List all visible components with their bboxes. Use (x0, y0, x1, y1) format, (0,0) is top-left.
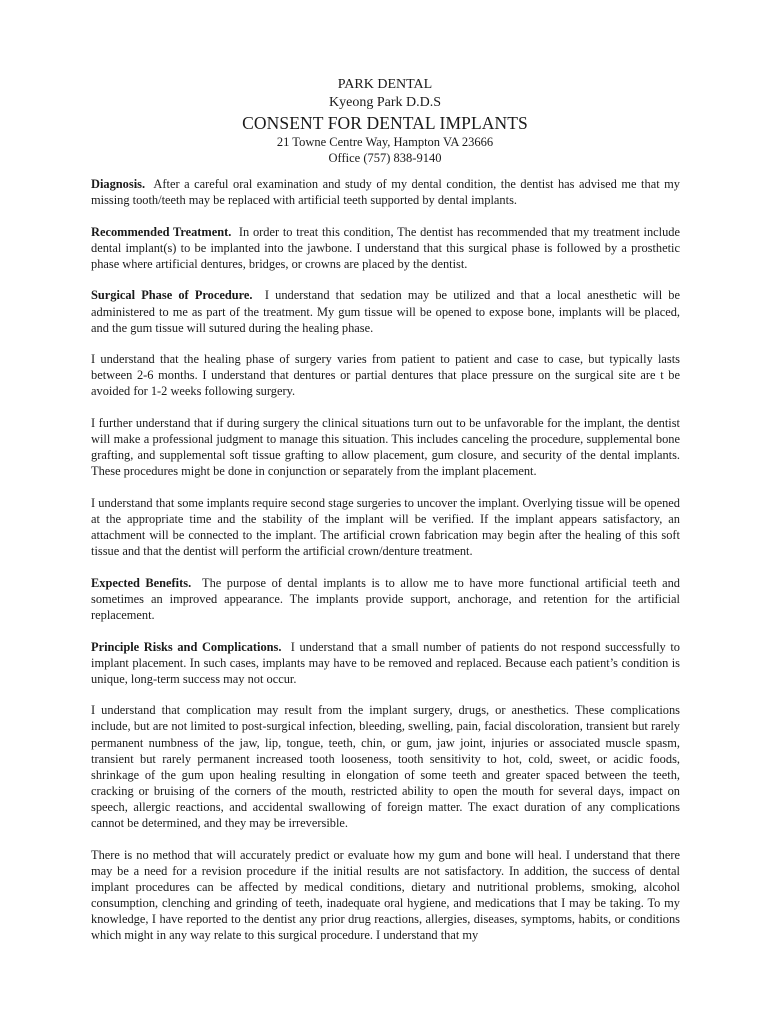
document-body (91, 176, 680, 959)
paragraph-healing-prediction (91, 847, 680, 944)
paragraph-healing-phase (91, 351, 680, 399)
practice-address: 21 Towne Centre Way, Hampton VA 23666 (276, 135, 494, 149)
paragraph-text: I understand that a small number of patients do not respond successfully to implant placement. In such cases, implants may have to be removed and replaced. Because each patient’s condition is unique, long-term success may not occur. (91, 639, 680, 686)
paragraph-heading: Recommended Treatment. (91, 224, 232, 239)
paragraph-text: After a careful oral examination and study of my dental condition, the dentist has advised me that my missing tooth/teeth may be replaced with artificial teeth supported by dental implants. (91, 177, 680, 208)
paragraph-text: I understand that the healing phase of surgery varies from patient to patient and case to case, but typically lasts between 2-6 months. I understand that dentures or partial dentures that place pressure on the surgical site are t be avoided for 1-2 weeks following surgery. (91, 352, 680, 399)
paragraph-second-stage-surgery (91, 495, 680, 559)
paragraph-diagnosis (91, 176, 680, 208)
paragraph-unfavorable-situations (91, 415, 680, 479)
paragraph-text: In order to treat this condition, The dentist has recommended that my treatment include dental implant(s) to be implanted into the jawbone. I understand that this surgical phase is followed by a prosthetic phase where artificial dentures, bridges, or crowns are placed by the dentist. (91, 224, 680, 271)
paragraph-complication-list (91, 702, 680, 831)
paragraph-risks-complications (91, 639, 680, 687)
document-title: CONSENT FOR DENTAL IMPLANTS (242, 113, 528, 133)
paragraph-text: I understand that sedation may be utilized and that a local anesthetic will be administered to me as part of the treatment. My gum tissue will be opened to expose bone, implants will be placed, and the gum tissue will sutured during the healing phase. (91, 288, 681, 335)
paragraph-heading: Principle Risks and Complications. (91, 639, 282, 654)
doctor-name: Kyeong Park D.D.S (329, 95, 441, 110)
paragraph-text: There is no method that will accurately predict or evaluate how my gum and bone will heal. I understand that there may be a need for a revision procedure if the initial results are not satisfactory. In addition, the success of dental implant procedures can be affected by medical conditions, dietary and nutritional problems, smoking, alcohol consumption, clenching and grinding of teeth, inadequate oral hygiene, and medications that I may be taking. To my knowledge, I have reported to the dentist any prior drug reactions, allergies, diseases, symptoms, habits, or conditions which might in any way relate to this surgical procedure. I understand that my (91, 847, 680, 943)
paragraph-text: I further understand that if during surgery the clinical situations turn out to be unfavorable for the implant, the dentist will make a professional judgment to manage this situation. This includes canceling the procedure, supplemental bone grafting, and supplemental soft tissue grafting to allow placement, gum closure, and security of the dental implants. These procedures might be done in conjunction or separately from the implant placement. (91, 416, 680, 479)
paragraph-text: The purpose of dental implants is to allow me to have more functional artificial teeth and sometimes an improved appearance. The implants provide support, anchorage, and retention for the artificial replacement. (91, 575, 680, 622)
practice-name: PARK DENTAL (337, 77, 433, 92)
paragraph-text: I understand that complication may result from the implant surgery, drugs, or anesthetics. These complications include, but are not limited to post-surgical infection, bleeding, swelling, pain, facial discoloration, transient but rarely permanent numbness of the jaw, lip, tongue, teeth, chin, or gum, jaw joint, injuries or associated muscle spasm, transient but rarely permanent increased tooth looseness, tooth sensitivity to hot, cold, sweet, or acidic foods, shrinkage of the gum upon healing resulting in elongation of some teeth and greater spaced between the teeth, cracking or bruising of the corners of the mouth, restricted ability to open the mouth for several days, impact on speech, allergic reactions, and accidental swallowing of foreign matter. The exact duration of any complications cannot be determined, and they may be irreversible. (91, 703, 680, 830)
paragraph-heading: Surgical Phase of Procedure. (91, 288, 253, 303)
paragraph-text: I understand that some implants require second stage surgeries to uncover the implant. Overlying tissue will be opened at the appropriate time and the stability of the implant will be verified. If the implant appears satisfactory, an attachment will be connected to the implant. The artificial crown fabrication may begin after the healing of this soft tissue and that the dentist will perform the artificial crown/denture treatment. (91, 495, 680, 559)
paragraph-expected-benefits (91, 575, 680, 623)
paragraph-heading: Expected Benefits. (91, 575, 192, 590)
paragraph-recommended-treatment (91, 224, 680, 272)
office-phone: Office (757) 838-9140 (328, 151, 442, 165)
document-header (0, 76, 770, 166)
paragraph-surgical-phase (91, 287, 680, 335)
paragraph-heading: Diagnosis. (91, 177, 146, 191)
